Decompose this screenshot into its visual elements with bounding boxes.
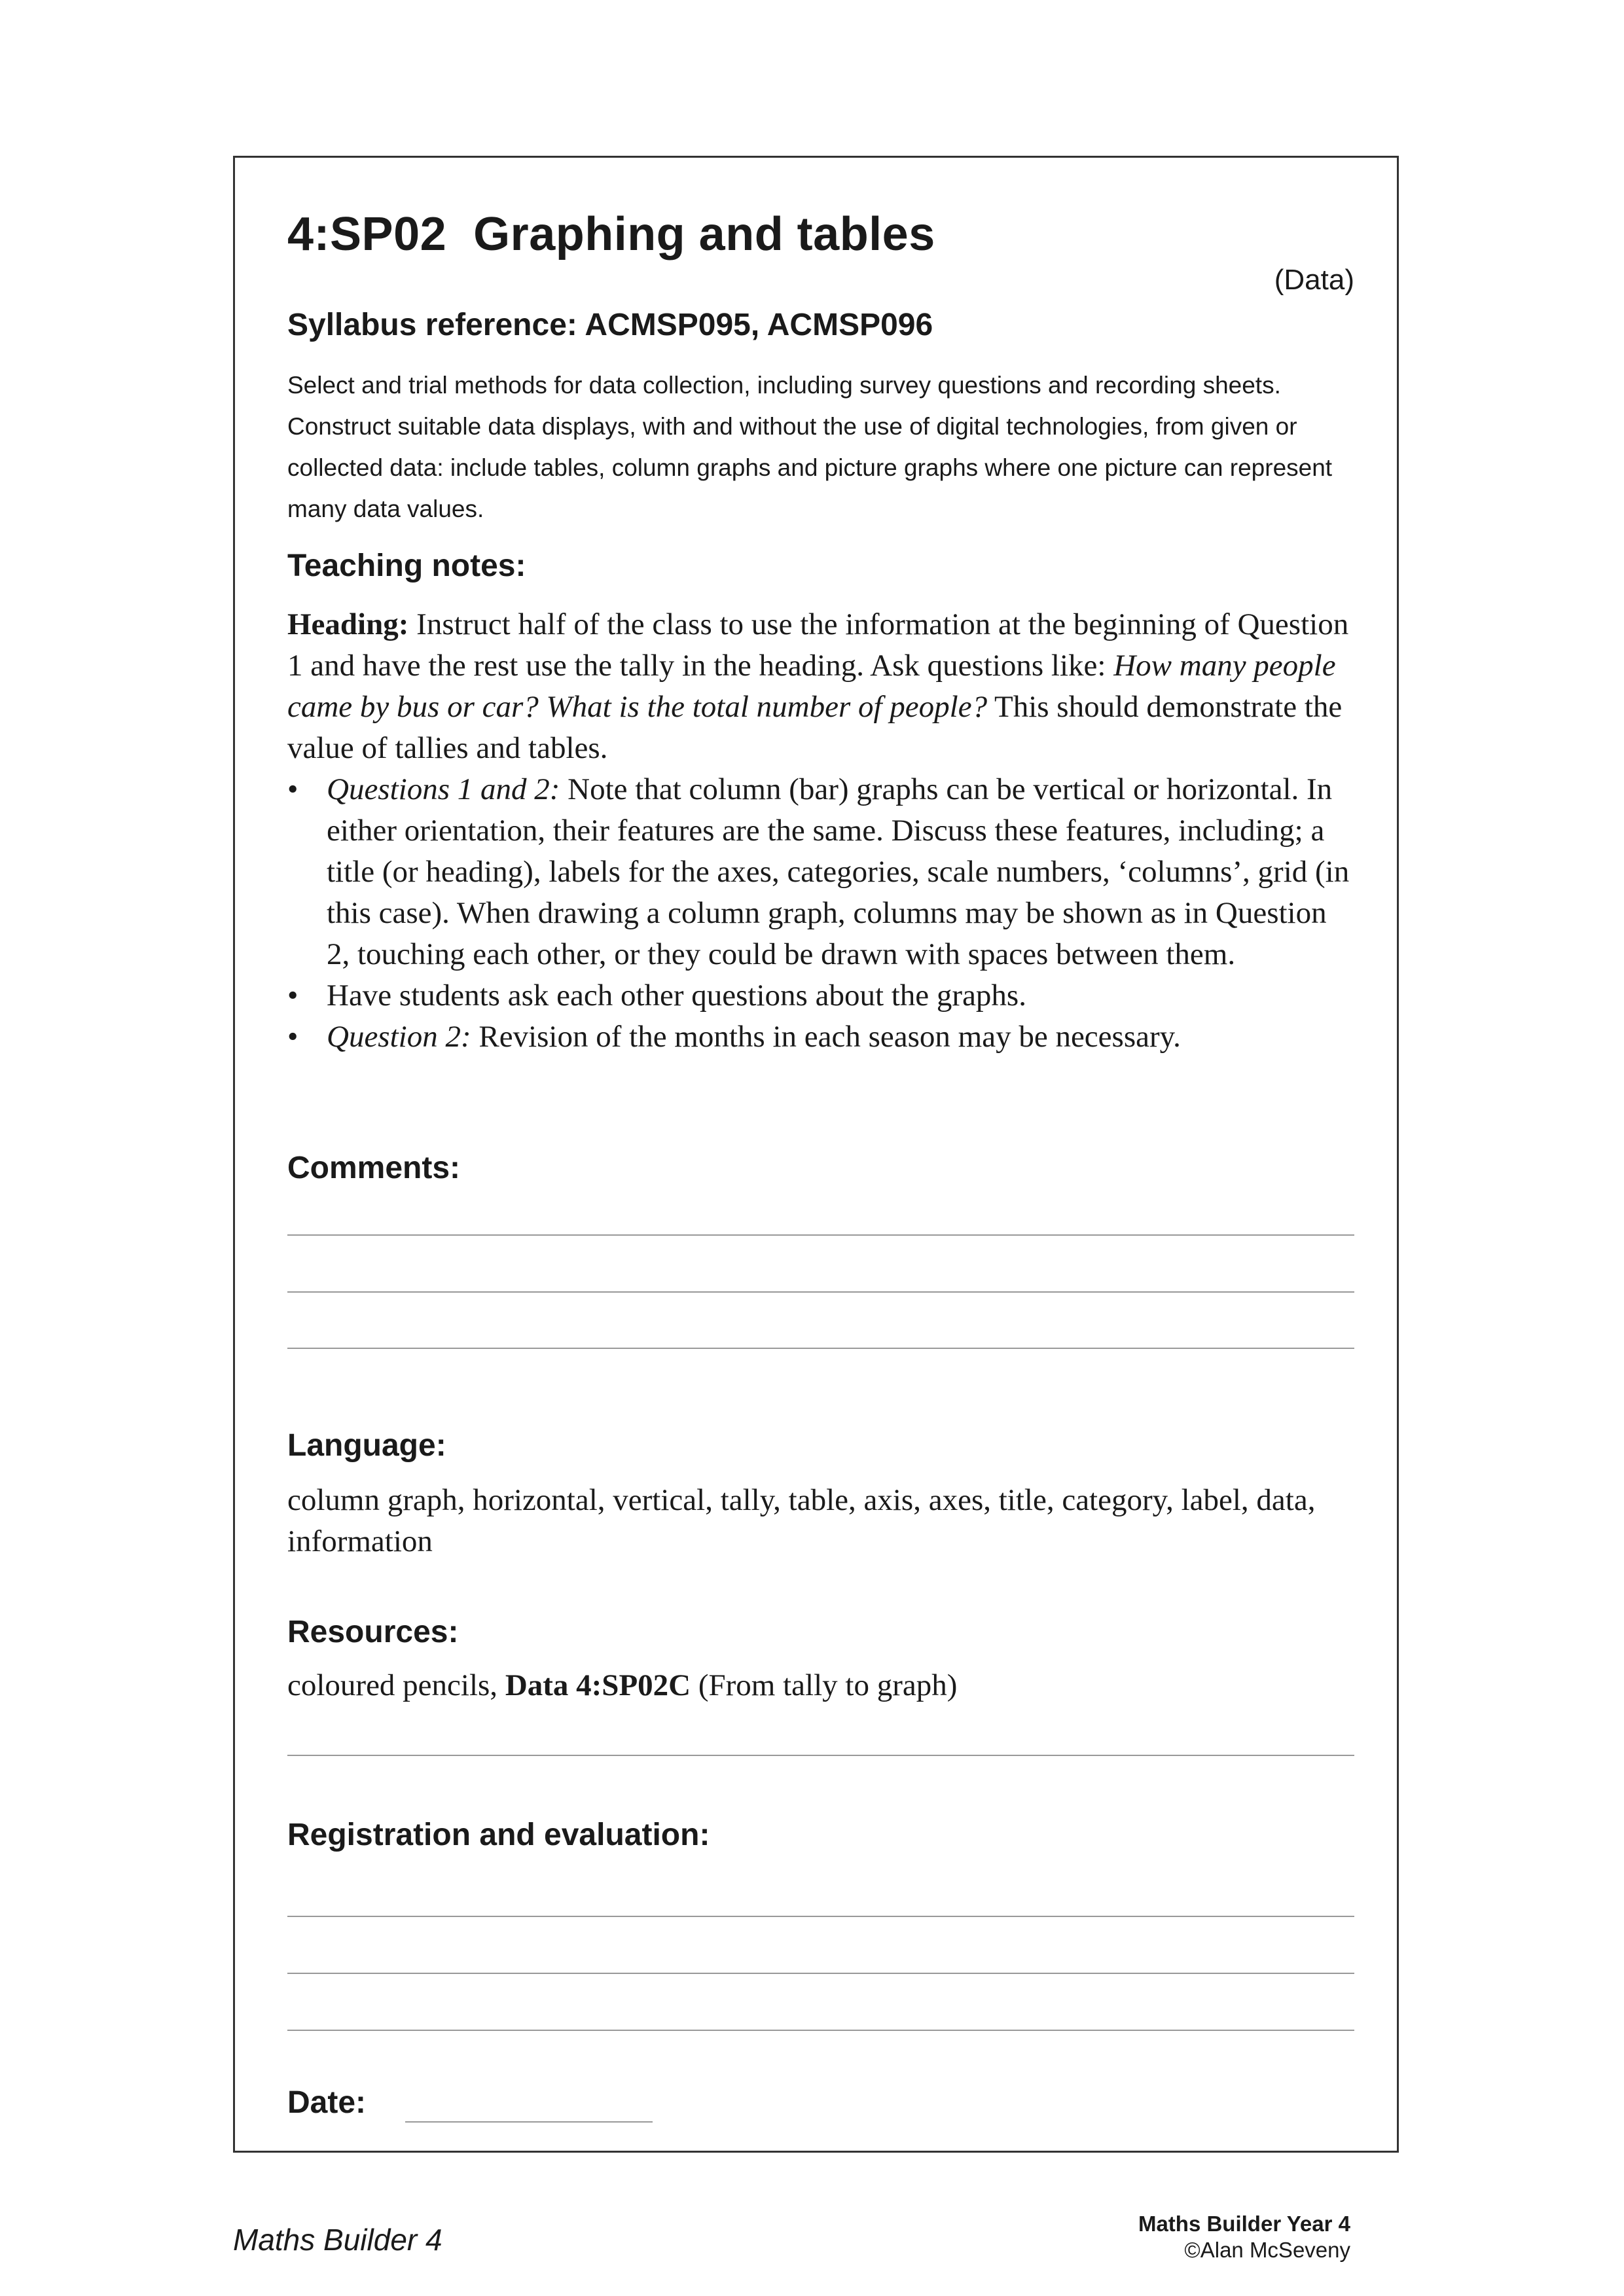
bullet-label: Questions 1 and 2:	[327, 772, 560, 806]
lesson-frame	[233, 156, 1399, 2153]
comment-line	[287, 1348, 1354, 1349]
registration-line	[287, 2030, 1354, 2031]
resources-ref: Data 4:SP02C	[505, 1668, 691, 1702]
footer-right	[1138, 2211, 1350, 2263]
comment-line	[287, 1291, 1354, 1293]
page-title	[287, 207, 935, 261]
resources-text-before: coloured pencils,	[287, 1668, 505, 1702]
registration-line	[287, 1973, 1354, 1974]
date-label: Date:	[287, 2085, 367, 2120]
teaching-notes-heading: Teaching notes:	[287, 548, 526, 583]
comment-line	[287, 1234, 1354, 1236]
registration-heading: Registration and evaluation:	[287, 1818, 710, 1852]
footer-left: Maths Builder 4	[233, 2223, 442, 2257]
language-text: column graph, horizontal, vertical, tally, table, axis, axes, title, category, label, data, information	[287, 1483, 1316, 1558]
list-item	[287, 769, 1354, 975]
resources-text	[287, 1665, 1354, 1706]
bullet-text: Note that column (bar) graphs can be vertical or horizontal. In either orientation, their features are the same. Discuss these features, including; a title (or heading), labels for the axes, categories, scale numbers, ‘columns’, grid (in this case). When drawing a column graph, columns may be shown as in Question 2, touching each other, or they could be drawn with spaces between them.	[327, 772, 1350, 971]
bullet-text: Revision of the months in each season may be necessary.	[471, 1020, 1181, 1054]
strand-label: (Data)	[1274, 264, 1354, 296]
list-item	[287, 975, 1354, 1016]
list-item	[287, 1016, 1354, 1058]
syllabus-text: Select and trial methods for data collection, including survey questions and recording sheets. Construct suitable data displays, with and without the use of digital technologies, from given or collected data: include tables, column graphs and picture graphs where one picture can represent many data values.	[287, 372, 1333, 522]
footer-copyright: ©Alan McSeveny	[1184, 2238, 1350, 2262]
date-field-line	[405, 2121, 653, 2123]
lesson-title: Graphing and tables	[473, 208, 935, 260]
comments-heading: Comments:	[287, 1151, 461, 1185]
intro-end: This should demonstrate the value of tallies and tables.	[287, 690, 1343, 765]
registration-line	[287, 1916, 1354, 1917]
language-heading: Language:	[287, 1428, 446, 1463]
intro-text: Instruct half of the class to use the information at the beginning of Question 1 and have the rest use the tally in the heading. Ask questions like:	[287, 607, 1349, 683]
intro-italic: How many people came by bus or car? What is the total number of people?	[287, 649, 1336, 724]
teaching-notes-body	[287, 604, 1354, 1058]
resources-line	[287, 1755, 1354, 1756]
syllabus-heading: Syllabus reference: ACMSP095, ACMSP096	[287, 308, 933, 342]
lesson-code: 4:SP02	[287, 208, 447, 260]
teaching-notes-intro	[287, 604, 1354, 769]
bullet-label: Question 2:	[327, 1020, 471, 1054]
resources-heading: Resources:	[287, 1615, 459, 1649]
bullet-text: Have students ask each other questions about the graphs.	[327, 978, 1026, 1013]
intro-label: Heading:	[287, 607, 409, 641]
teaching-notes-list	[287, 769, 1354, 1058]
footer-book-title: Maths Builder Year 4	[1138, 2212, 1350, 2236]
resources-text-after: (From tally to graph)	[691, 1668, 958, 1702]
